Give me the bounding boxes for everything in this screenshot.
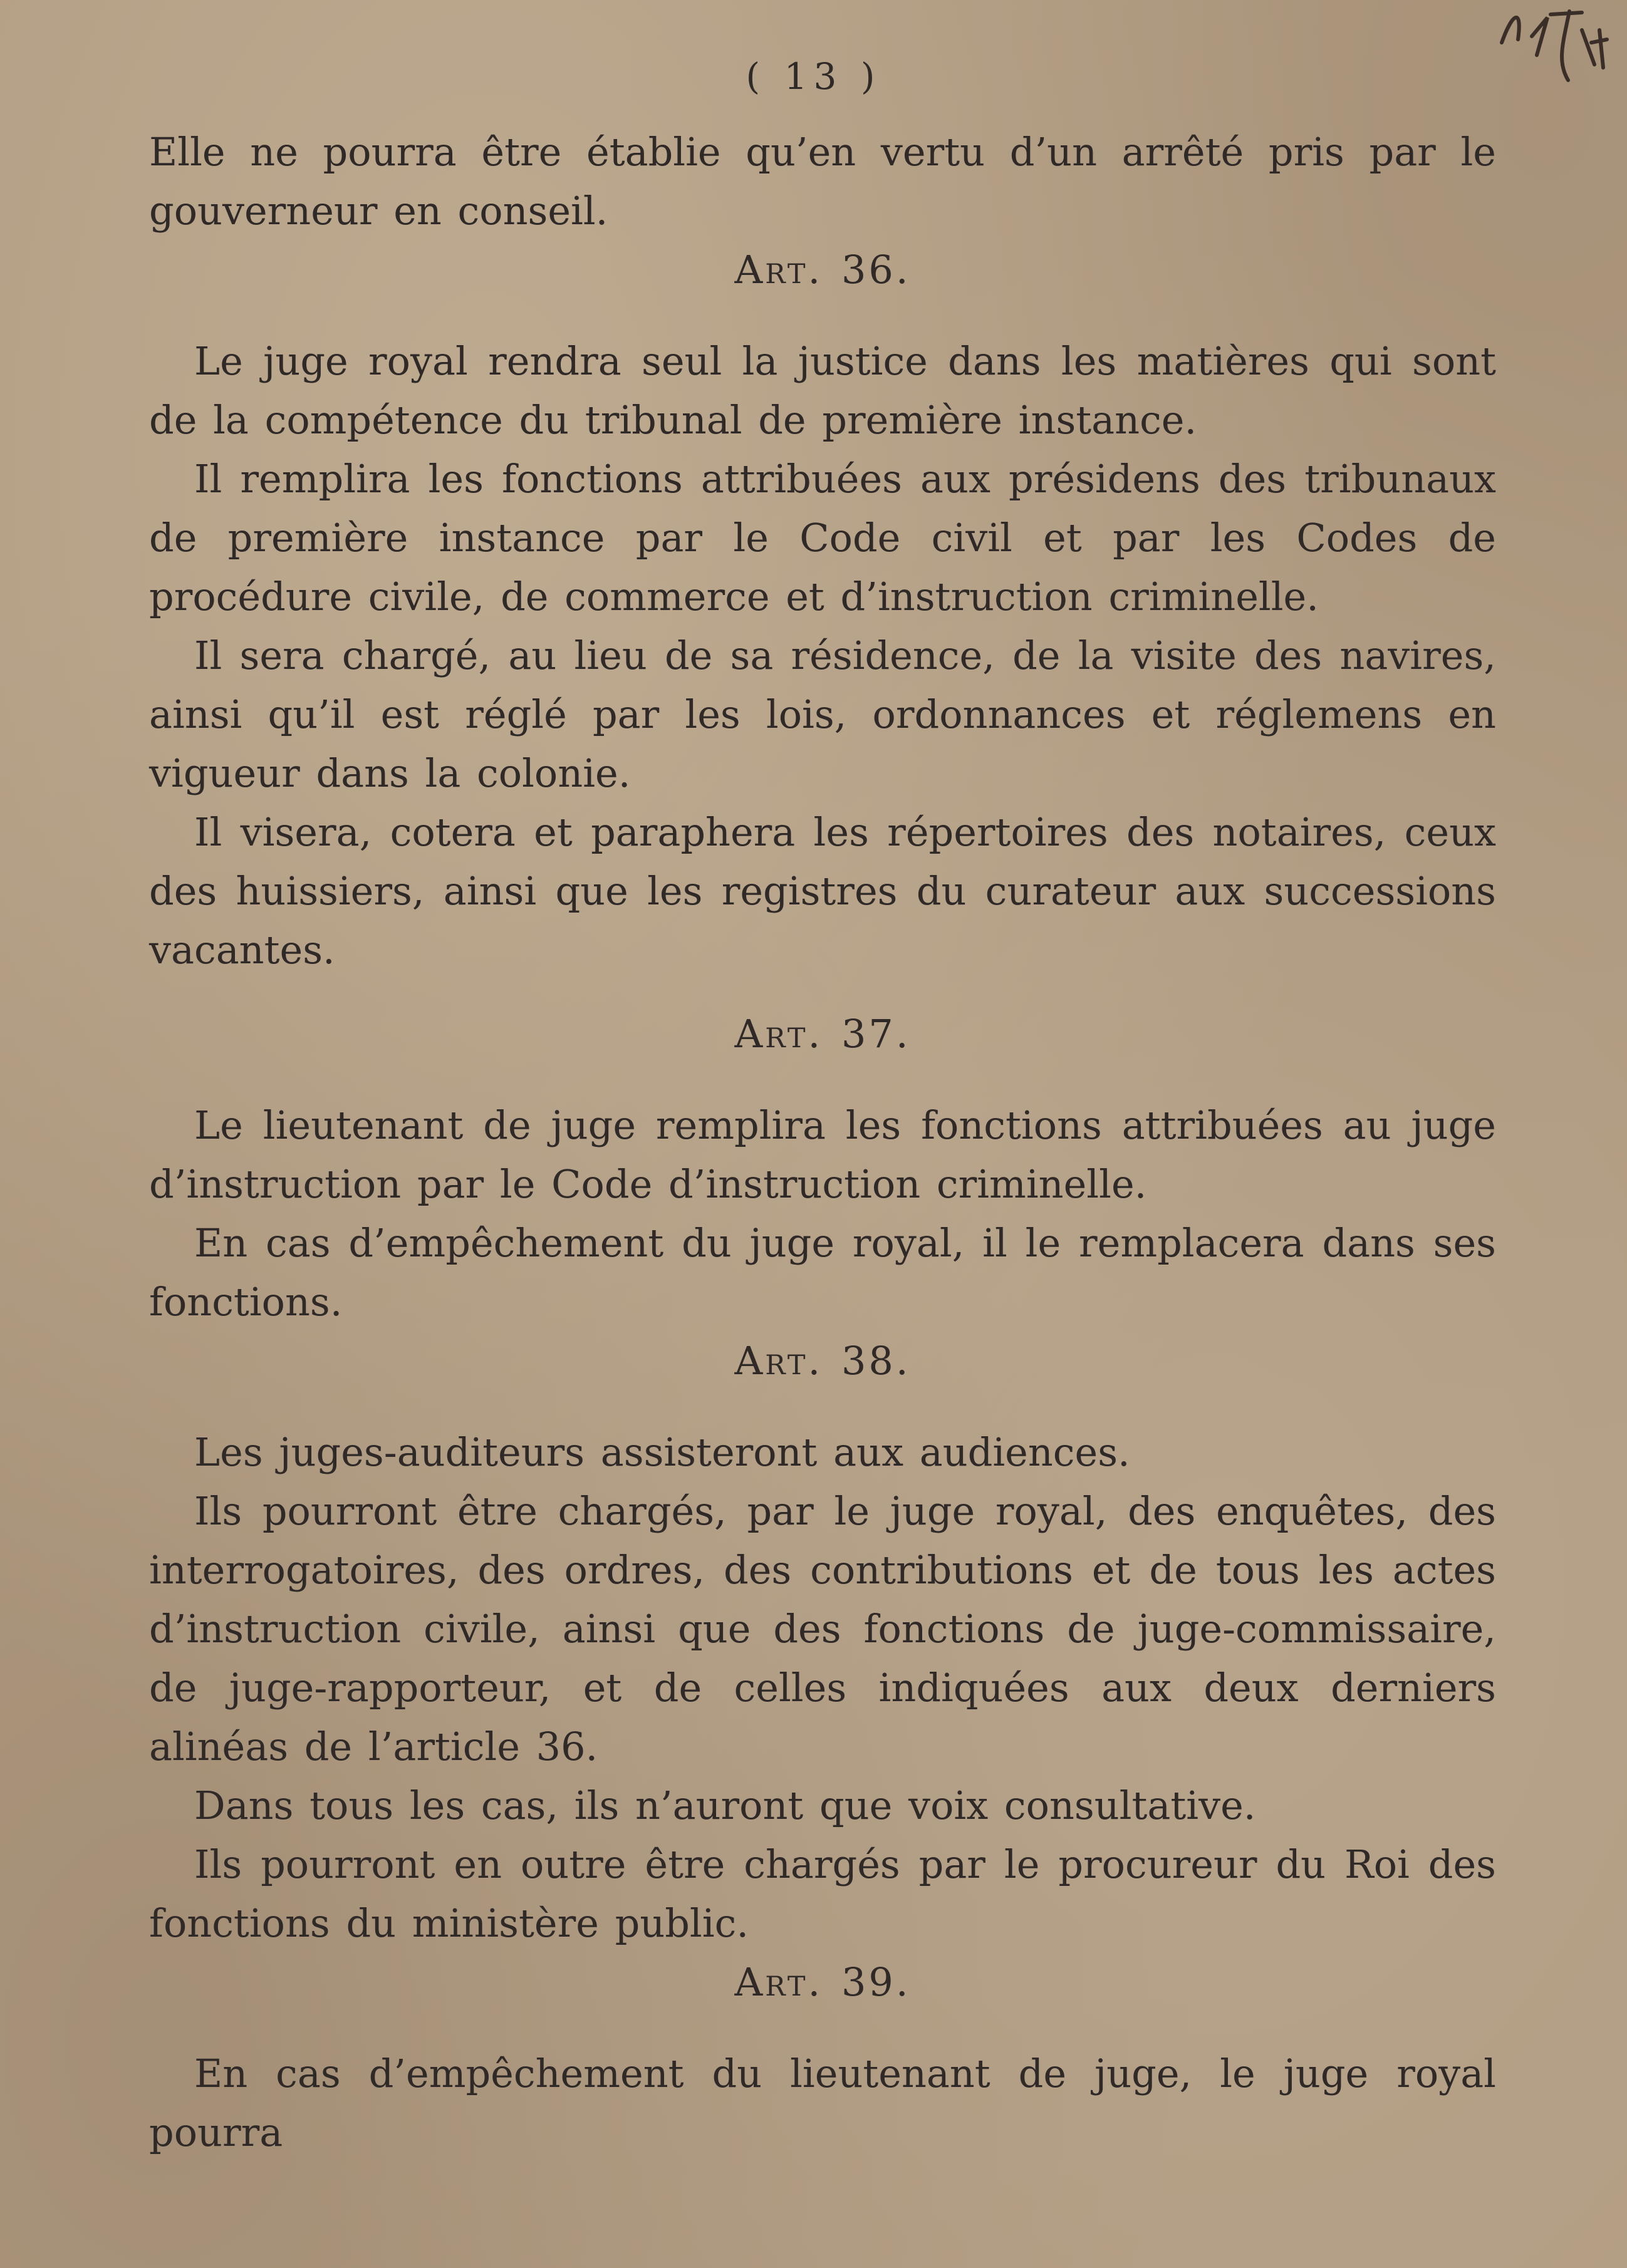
paragraph: Le juge royal rendra seul la justice dans les matières qui sont de la compétence du tribunal de première instance. — [149, 338, 1496, 443]
article-heading: Art. 38. — [734, 1338, 911, 1384]
paragraph: En cas d’empêchement du lieutenant de juge, le juge royal pourra — [149, 2051, 1496, 2155]
paragraph: Dans tous les cas, ils n’auront que voix consultative. — [194, 1783, 1256, 1828]
paragraph: Ils pourront en outre être chargés par le procureur du Roi des fonctions du ministère public. — [149, 1841, 1496, 1946]
body-text — [149, 123, 1496, 2162]
paragraph: Il sera chargé, au lieu de sa résidence, de la visite des navires, ainsi qu’il est réglé par les lois, ordonnances et réglemens en vigueur dans la colonie. — [149, 633, 1496, 796]
article-heading: Art. 37. — [734, 1011, 911, 1057]
handwritten-annotation — [1488, 5, 1619, 99]
paragraph: Ils pourront être chargés, par le juge royal, des enquêtes, des interrogatoires, des ordres, des contributions et de tous les actes d’instruction civile, ainsi que des fonctions de juge-commissaire, de juge-rapporteur, et de celles indiquées aux deux derniers alinéas de l’article 36. — [149, 1488, 1496, 1769]
handwritten-annotation-icon — [1488, 5, 1619, 99]
article-heading: Art. 36. — [734, 247, 911, 293]
paragraph: Il visera, cotera et paraphera les répertoires des notaires, ceux des huissiers, ainsi que les registres du curateur aux successions vacantes. — [149, 809, 1496, 973]
paragraph: Elle ne pourra être établie qu’en vertu d’un arrêté pris par le gouverneur en conseil. — [149, 129, 1496, 234]
paragraph: Le lieutenant de juge remplira les fonctions attribuées au juge d’instruction par le Code d’instruction criminelle. — [149, 1102, 1496, 1207]
paragraph: En cas d’empêchement du juge royal, il le remplacera dans ses fonctions. — [149, 1220, 1496, 1325]
article-heading: Art. 39. — [734, 1959, 911, 2005]
paragraph: Les juges-auditeurs assisteront aux audiences. — [194, 1429, 1130, 1475]
page-number: ( 13 ) — [746, 55, 881, 98]
paragraph: Il remplira les fonctions attribuées aux présidens des tribunaux de première instance par le Code civil et par les Codes de procédure civile, de commerce et d’instruction criminelle. — [149, 456, 1496, 619]
